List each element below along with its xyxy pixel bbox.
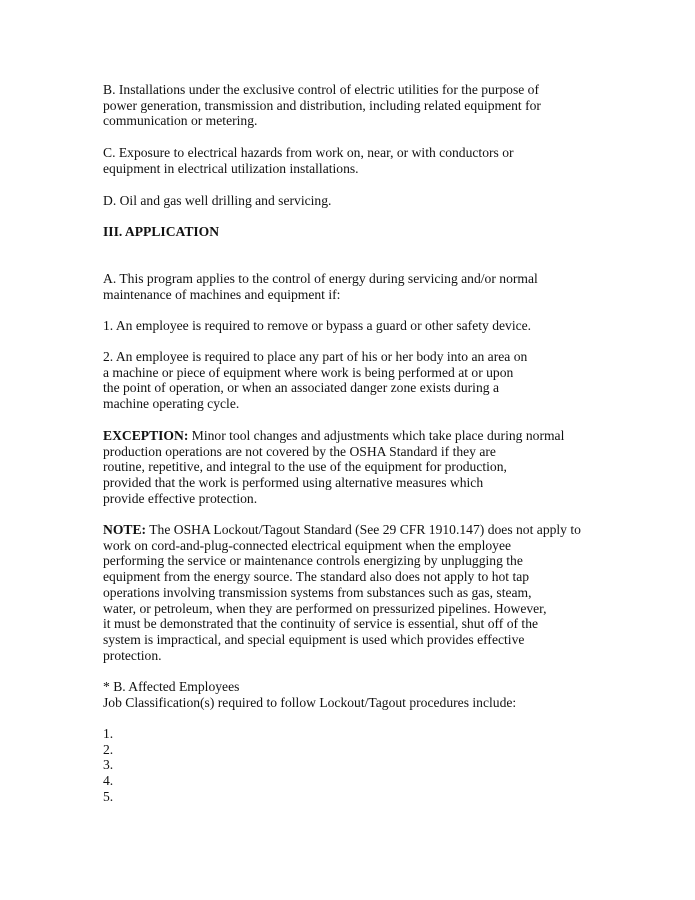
note-first-line: The OSHA Lockout/Tagout Standard (See 29 CFR 1910.147) does not apply to bbox=[146, 522, 581, 537]
text-line: routine, repetitive, and integral to the use of the equipment for production, bbox=[103, 459, 507, 475]
note-label: NOTE: bbox=[103, 522, 147, 537]
text-line: system is impractical, and special equipment is used which provides effective bbox=[103, 631, 525, 647]
text-line: C. Exposure to electrical hazards from work on, near, or with conductors or bbox=[103, 145, 514, 160]
heading-text: III. APPLICATION bbox=[103, 224, 220, 239]
text-line: equipment in electrical utilization installations. bbox=[103, 160, 359, 176]
paragraph-b-installations bbox=[103, 82, 623, 129]
paragraph-c-exposure bbox=[103, 145, 623, 176]
text-line: Job Classification(s) required to follow Lockout/Tagout procedures include: bbox=[103, 694, 517, 710]
text-line: a machine or piece of equipment where work is being performed at or upon bbox=[103, 364, 514, 380]
text-line: provide effective protection. bbox=[103, 490, 258, 506]
list-item-2-body bbox=[103, 349, 623, 412]
text-line: production operations are not covered by the OSHA Standard if they are bbox=[103, 443, 496, 459]
text-line: power generation, transmission and distribution, including related equipment for bbox=[103, 97, 541, 113]
text-line: operations involving transmission systems from substances such as gas, steam, bbox=[103, 584, 532, 600]
text-line: water, or petroleum, when they are performed on pressurized pipelines. However, bbox=[103, 600, 547, 616]
text-line: communication or metering. bbox=[103, 113, 258, 129]
list-number: 2. bbox=[103, 741, 114, 757]
text-line: 1. An employee is required to remove or bypass a guard or other safety device. bbox=[103, 318, 532, 333]
text-line bbox=[103, 428, 623, 444]
paragraph-note bbox=[103, 522, 623, 663]
text-line: protection. bbox=[103, 647, 162, 663]
text-line: 2. An employee is required to place any part of his or her body into an area on bbox=[103, 349, 528, 364]
exception-first-line: Minor tool changes and adjustments which take place during normal bbox=[188, 428, 565, 443]
paragraph-d-oil-gas bbox=[103, 193, 623, 209]
text-line: the point of operation, or when an associated danger zone exists during a bbox=[103, 380, 499, 396]
text-line: D. Oil and gas well drilling and servicing. bbox=[103, 193, 332, 208]
list-number: 4. bbox=[103, 773, 114, 789]
text-line: machine operating cycle. bbox=[103, 396, 240, 412]
text-line: A. This program applies to the control of energy during servicing and/or normal bbox=[103, 271, 538, 286]
text-line: * B. Affected Employees bbox=[103, 679, 240, 694]
list-number: 3. bbox=[103, 757, 114, 773]
paragraph-a-program bbox=[103, 271, 623, 302]
list-number: 1. bbox=[103, 726, 114, 741]
text-line: it must be demonstrated that the continuity of service is essential, shut off of the bbox=[103, 616, 539, 632]
text-line: B. Installations under the exclusive control of electric utilities for the purpose of bbox=[103, 82, 540, 97]
list-number: 5. bbox=[103, 788, 114, 804]
section-heading-application bbox=[103, 224, 623, 240]
list-item-1-guard bbox=[103, 318, 623, 334]
paragraph-affected-employees bbox=[103, 679, 623, 710]
text-line bbox=[103, 522, 623, 538]
text-line: performing the service or maintenance controls energizing by unplugging the bbox=[103, 553, 523, 569]
paragraph-exception bbox=[103, 428, 623, 507]
exception-label: EXCEPTION: bbox=[103, 428, 189, 443]
blank-numbered-list bbox=[103, 726, 623, 805]
text-line: equipment from the energy source. The standard also does not apply to hot tap bbox=[103, 569, 530, 585]
text-line: provided that the work is performed using alternative measures which bbox=[103, 475, 484, 491]
text-line: work on cord-and-plug-connected electrical equipment when the employee bbox=[103, 537, 512, 553]
text-line: maintenance of machines and equipment if: bbox=[103, 286, 341, 302]
